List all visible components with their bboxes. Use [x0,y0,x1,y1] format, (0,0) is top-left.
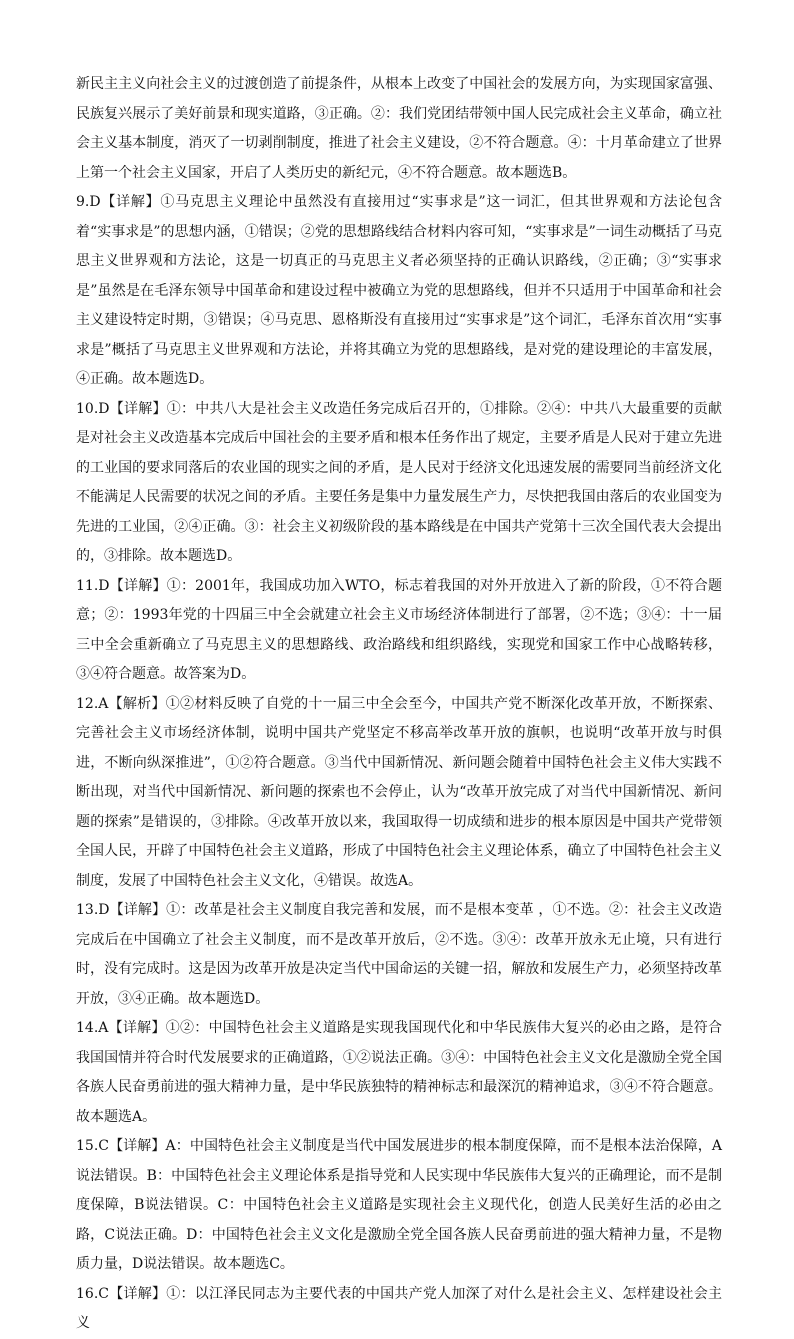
paragraph-q16: 16.C【详解】①：以江泽民同志为主要代表的中国共产党人加深了对什么是社会主义、怎样建设社会主义 [76,1285,722,1331]
paragraph-q12: 12.A【解析】①②材料反映了自党的十一届三中全会至今，中国共产党不断深化改革开放，不断探索、完善社会主义市场经济体制，说明中国共产党坚定不移高举改革开放的旗帜，也说明“改革开放与时俱进，不断向纵深推进”，①②符合题意。③当代中国新情况、新问题会随着中国特色社会主义伟大实践不断出现，对当代中国新情况、新问题的探索也不会停止，认为“改革开放完成了对当代中国新情况、新问题的探索”是错误的，③排除。④改革开放以来，我国取得一切成绩和进步的根本原因是中国共产党带领全国人民，开辟了中国特色社会主义道路，形成了中国特色社会主义理论体系，确立了中国特色社会主义制度，发展了中国特色社会主义文化，④错误。故选A。 [76,695,722,889]
paragraph-q15: 15.C【详解】A：中国特色社会主义制度是当代中国发展进步的根本制度保障，而不是根本法治保障，A说法错误。B：中国特色社会主义理论体系是指导党和人民实现中华民族伟大复兴的正确理论，而不是制度保障，B说法错误。C：中国特色社会主义道路是实现社会主义现代化，创造人民美好生活的必由之路，C说法正确。D：中国特色社会主义文化是激励全党全国各族人民奋勇前进的强大精神力量，不是物质力量，D说法错误。故本题选C。 [76,1138,722,1272]
answer-explanations [76,70,722,1339]
paragraph-continuation: 新民主主义向社会主义的过渡创造了前提条件，从根本上改变了中国社会的发展方向，为实现国家富强、民族复兴展示了美好前景和现实道路，③正确。②：我们党团结带领中国人民完成社会主义革命，确立社会主义基本制度，消灭了一切剥削制度，推进了社会主义建设，②不符合题意。④：十月革命建立了世界上第一个社会主义国家，开启了人类历史的新纪元，④不符合题意。故本题选B。 [76,76,722,181]
paragraph-q13: 13.D【详解】①：改革是社会主义制度自我完善和发展，而不是根本变革 ，①不选。②：社会主义改造完成后在中国确立了社会主义制度，而不是改革开放后，②不选。③④：改革开放永无止境，只有进行时，没有完成时。这是因为改革开放是决定当代中国命运的关键一招，解放和发展生产力，必须坚持改革开放，③④正确。故本题选D。 [76,902,722,1007]
paragraph-q14: 14.A【详解】①②：中国特色社会主义道路是实现我国现代化和中华民族伟大复兴的必由之路，是符合我国国情并符合时代发展要求的正确道路，①②说法正确。③④：中国特色社会主义文化是激励全党全国各族人民奋勇前进的强大精神力量，是中华民族独特的精神标志和最深沉的精神追求，③④不符合题意。故本题选A。 [76,1020,722,1125]
paragraph-q10: 10.D【详解】①：中共八大是社会主义改造任务完成后召开的，①排除。②④：中共八大最重要的贡献是对社会主义改造基本完成后中国社会的主要矛盾和根本任务作出了规定，主要矛盾是人民对于建立先进的工业国的要求同落后的农业国的现实之间的矛盾，是人民对于经济文化迅速发展的需要同当前经济文化不能满足人民需要的状况之间的矛盾。主要任务是集中力量发展生产力，尽快把我国由落后的农业国变为先进的工业国，②④正确。③：社会主义初级阶段的基本路线是在中国共产党第十三次全国代表大会提出的，③排除。故本题选D。 [76,400,722,564]
paragraph-q11: 11.D【详解】①：2001年，我国成功加入WTO，标志着我国的对外开放进入了新的阶段，①不符合题意；②：1993年党的十四届三中全会就建立社会主义市场经济体制进行了部署，②不选；③④：十一届三中全会重新确立了马克思主义的思想路线、政治路线和组织路线，实现党和国家工作中心战略转移，③④符合题意。故答案为D。 [76,577,722,682]
paragraph-q9: 9.D【详解】①马克思主义理论中虽然没有直接用过“实事求是”这一词汇，但其世界观和方法论包含着“实事求是”的思想内涵，①错误；②党的思想路线结合材料内容可知，“实事求是”一词生动概括了马克思主义世界观和方法论，这是一切真正的马克思主义者必须坚持的正确认识路线，②正确；③“实事求是”虽然是在毛泽东领导中国革命和建设过程中被确立为党的思想路线，但并不只适用于中国革命和社会主义建设特定时期，③错误；④马克思、恩格斯没有直接用过“实事求是”这个词汇，毛泽东首次用“实事求是”概括了马克思主义世界观和方法论，并将其确立为党的思想路线，是对党的建设理论的丰富发展，④正确。故本题选D。 [76,194,722,387]
